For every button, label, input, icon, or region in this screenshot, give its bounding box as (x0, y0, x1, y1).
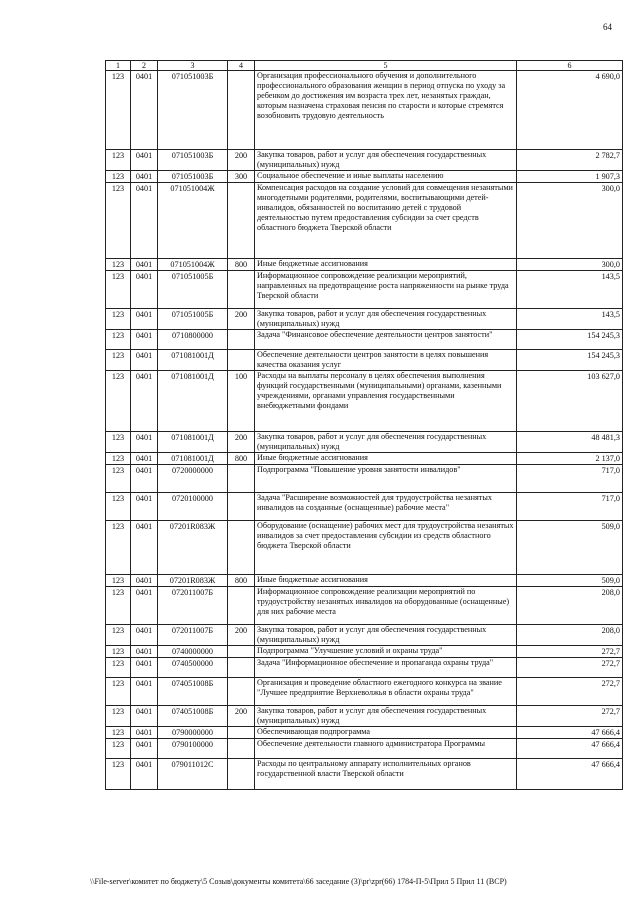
col-name: Расходы по центральному аппарату исполнительных органов государственной власти Тверской области (255, 759, 517, 790)
col-expense-type (228, 271, 255, 309)
col-target-article: 0740000000 (158, 646, 228, 658)
col-section: 123 (106, 183, 131, 259)
col-expense-type: 200 (228, 432, 255, 453)
col-amount: 300,0 (517, 183, 623, 259)
col-section: 123 (106, 171, 131, 183)
col-expense-type (228, 678, 255, 706)
table-row (106, 646, 623, 658)
col-target-article: 07201R083Ж (158, 521, 228, 575)
col-name: Подпрограмма "Улучшение условий и охраны труда" (255, 646, 517, 658)
col-name: Организация и проведение областного ежегодного конкурса на звание "Лучшее предприятие Верхневолжья в области охраны труда" (255, 678, 517, 706)
col-section: 123 (106, 453, 131, 465)
col-target-article: 071051005Б (158, 271, 228, 309)
col-expense-type: 800 (228, 259, 255, 271)
col-section: 123 (106, 465, 131, 493)
col-expense-type: 200 (228, 309, 255, 330)
col-subsection: 0401 (131, 271, 158, 309)
col-amount: 509,0 (517, 521, 623, 575)
col-name: Обеспечивающая подпрограмма (255, 727, 517, 739)
col-amount: 154 245,3 (517, 330, 623, 350)
col-amount: 272,7 (517, 706, 623, 727)
table-row (106, 727, 623, 739)
table-row (106, 465, 623, 493)
col-target-article: 074051008Б (158, 678, 228, 706)
col-amount: 154 245,3 (517, 350, 623, 371)
col-expense-type (228, 727, 255, 739)
col-amount: 717,0 (517, 465, 623, 493)
col-expense-type: 200 (228, 625, 255, 646)
col-section: 123 (106, 587, 131, 625)
table-row (106, 259, 623, 271)
col-expense-type: 100 (228, 371, 255, 432)
col-section: 123 (106, 625, 131, 646)
column-header: 4 (228, 61, 255, 71)
col-target-article: 071081001Д (158, 453, 228, 465)
col-amount: 2 782,7 (517, 150, 623, 171)
col-amount: 47 666,4 (517, 739, 623, 759)
col-expense-type (228, 658, 255, 678)
col-expense-type (228, 521, 255, 575)
col-amount: 208,0 (517, 587, 623, 625)
col-amount: 300,0 (517, 259, 623, 271)
col-subsection: 0401 (131, 759, 158, 790)
col-subsection: 0401 (131, 706, 158, 727)
col-subsection: 0401 (131, 646, 158, 658)
col-target-article: 071051004Ж (158, 259, 228, 271)
table-row (106, 432, 623, 453)
col-expense-type (228, 183, 255, 259)
col-section: 123 (106, 71, 131, 150)
col-amount: 208,0 (517, 625, 623, 646)
col-name: Иные бюджетные ассигнования (255, 575, 517, 587)
col-amount: 47 666,4 (517, 759, 623, 790)
table-row (106, 625, 623, 646)
col-name: Закупка товаров, работ и услуг для обеспечения государственных (муниципальных) нужд (255, 150, 517, 171)
col-subsection: 0401 (131, 330, 158, 350)
col-amount: 509,0 (517, 575, 623, 587)
table-row (106, 183, 623, 259)
col-target-article: 072011007Б (158, 587, 228, 625)
col-section: 123 (106, 759, 131, 790)
column-header: 1 (106, 61, 131, 71)
col-amount: 47 666,4 (517, 727, 623, 739)
col-section: 123 (106, 150, 131, 171)
col-subsection: 0401 (131, 432, 158, 453)
table-row (106, 739, 623, 759)
column-header: 3 (158, 61, 228, 71)
col-expense-type (228, 646, 255, 658)
table-row (106, 575, 623, 587)
col-expense-type (228, 350, 255, 371)
col-section: 123 (106, 727, 131, 739)
col-subsection: 0401 (131, 150, 158, 171)
table-row (106, 271, 623, 309)
column-header: 2 (131, 61, 158, 71)
col-expense-type: 800 (228, 453, 255, 465)
col-amount: 2 137,0 (517, 453, 623, 465)
col-name: Закупка товаров, работ и услуг для обеспечения государственных (муниципальных) нужд (255, 309, 517, 330)
col-section: 123 (106, 658, 131, 678)
col-target-article: 071081001Д (158, 350, 228, 371)
col-expense-type: 200 (228, 706, 255, 727)
col-name: Компенсация расходов на создание условий для совмещения незанятыми многодетными родителями, родителями, воспитывающими детей-инвалидов, обязанностей по воспитанию детей с трудовой деятельностью путем предоставления субсидии за счет средств областного бюджета Тверской области (255, 183, 517, 259)
col-name: Организация профессионального обучения и дополнительного профессионального образования женщин в период отпуска по уходу за ребенком до достижения им возраста трех лет, незанятых граждан, которым назначена страховая пенсия по старости и которые стремятся возобновить трудовую деятельность (255, 71, 517, 150)
col-name: Информационное сопровождение реализации мероприятий, направленных на предотвращение роста напряженности на рынке труда Тверской области (255, 271, 517, 309)
col-expense-type (228, 465, 255, 493)
col-name: Закупка товаров, работ и услуг для обеспечения государственных (муниципальных) нужд (255, 706, 517, 727)
col-target-article: 071051003Б (158, 171, 228, 183)
col-target-article: 071051005Б (158, 309, 228, 330)
col-subsection: 0401 (131, 71, 158, 150)
col-amount: 272,7 (517, 678, 623, 706)
col-subsection: 0401 (131, 259, 158, 271)
col-expense-type (228, 739, 255, 759)
col-subsection: 0401 (131, 727, 158, 739)
col-name: Обеспечение деятельности главного администратора Программы (255, 739, 517, 759)
col-subsection: 0401 (131, 587, 158, 625)
col-subsection: 0401 (131, 171, 158, 183)
col-subsection: 0401 (131, 625, 158, 646)
col-target-article: 074051008Б (158, 706, 228, 727)
col-name: Обеспечение деятельности центров занятости в целях повышения качества оказания услуг (255, 350, 517, 371)
col-name: Информационное сопровождение реализации мероприятий по трудоустройству незанятых инвалидов на оборудованные (оснащенные) для них рабочие места (255, 587, 517, 625)
table-row (106, 453, 623, 465)
table-row (106, 150, 623, 171)
footer-file-path: \\File-server\комитет по бюджету\5 Созыв\документы комитета\66 заседание (3)\pr\zpr(66) 1784-П-5\Прил 5 Прил 11 (ВСР) (90, 877, 507, 886)
col-subsection: 0401 (131, 465, 158, 493)
col-target-article: 0790100000 (158, 739, 228, 759)
col-section: 123 (106, 739, 131, 759)
col-target-article: 071051003Б (158, 71, 228, 150)
col-amount: 272,7 (517, 646, 623, 658)
col-subsection: 0401 (131, 658, 158, 678)
col-target-article: 072011007Б (158, 625, 228, 646)
col-subsection: 0401 (131, 309, 158, 330)
col-name: Иные бюджетные ассигнования (255, 259, 517, 271)
col-section: 123 (106, 259, 131, 271)
col-section: 123 (106, 521, 131, 575)
table-row (106, 678, 623, 706)
col-name: Оборудование (оснащение) рабочих мест для трудоустройства незанятых инвалидов за счет предоставления субсидии из средств областного бюджета Тверской области (255, 521, 517, 575)
col-section: 123 (106, 309, 131, 330)
table-row (106, 71, 623, 150)
col-name: Задача "Расширение возможностей для трудоустройства незанятых инвалидов на созданные (оснащенные) рабочие места" (255, 493, 517, 521)
table-row (106, 171, 623, 183)
col-amount: 717,0 (517, 493, 623, 521)
col-section: 123 (106, 575, 131, 587)
col-section: 123 (106, 432, 131, 453)
col-section: 123 (106, 350, 131, 371)
col-subsection: 0401 (131, 575, 158, 587)
table-row (106, 493, 623, 521)
col-section: 123 (106, 330, 131, 350)
col-subsection: 0401 (131, 678, 158, 706)
table-row (106, 350, 623, 371)
col-target-article: 0720000000 (158, 465, 228, 493)
col-target-article: 071081001Д (158, 371, 228, 432)
col-name: Расходы на выплаты персоналу в целях обеспечения выполнения функций государственными (муниципальными) органами, казенными учреждениями, органами управления государственными внебюджетными фондами (255, 371, 517, 432)
col-section: 123 (106, 646, 131, 658)
column-header: 5 (255, 61, 517, 71)
col-target-article: 0790000000 (158, 727, 228, 739)
col-name: Социальное обеспечение и иные выплаты населению (255, 171, 517, 183)
col-section: 123 (106, 371, 131, 432)
col-target-article: 0720100000 (158, 493, 228, 521)
col-expense-type (228, 759, 255, 790)
col-target-article: 079011012С (158, 759, 228, 790)
col-expense-type: 800 (228, 575, 255, 587)
col-expense-type (228, 587, 255, 625)
col-amount: 143,5 (517, 309, 623, 330)
col-section: 123 (106, 706, 131, 727)
table-row (106, 521, 623, 575)
table-row (106, 371, 623, 432)
col-target-article: 0710800000 (158, 330, 228, 350)
page-number: 64 (603, 22, 612, 32)
col-target-article: 07201R083Ж (158, 575, 228, 587)
col-section: 123 (106, 678, 131, 706)
col-subsection: 0401 (131, 453, 158, 465)
col-name: Подпрограмма "Повышение уровня занятости инвалидов" (255, 465, 517, 493)
table-row (106, 330, 623, 350)
col-name: Задача "Информационное обеспечение и пропаганда охраны труда" (255, 658, 517, 678)
table-row (106, 309, 623, 330)
table-header-row (106, 61, 623, 71)
col-section: 123 (106, 271, 131, 309)
col-name: Задача "Финансовое обеспечение деятельности центров занятости" (255, 330, 517, 350)
col-amount: 103 627,0 (517, 371, 623, 432)
col-target-article: 071051004Ж (158, 183, 228, 259)
column-header: 6 (517, 61, 623, 71)
table-row (106, 587, 623, 625)
col-name: Закупка товаров, работ и услуг для обеспечения государственных (муниципальных) нужд (255, 432, 517, 453)
col-section: 123 (106, 493, 131, 521)
col-amount: 272,7 (517, 658, 623, 678)
col-expense-type: 300 (228, 171, 255, 183)
col-amount: 48 481,3 (517, 432, 623, 453)
col-amount: 143,5 (517, 271, 623, 309)
col-expense-type (228, 493, 255, 521)
table-row (106, 759, 623, 790)
col-subsection: 0401 (131, 371, 158, 432)
col-target-article: 0740500000 (158, 658, 228, 678)
table-row (106, 706, 623, 727)
col-subsection: 0401 (131, 521, 158, 575)
col-subsection: 0401 (131, 350, 158, 371)
col-expense-type: 200 (228, 150, 255, 171)
col-name: Закупка товаров, работ и услуг для обеспечения государственных (муниципальных) нужд (255, 625, 517, 646)
col-target-article: 071081001Д (158, 432, 228, 453)
col-expense-type (228, 330, 255, 350)
col-amount: 1 907,3 (517, 171, 623, 183)
budget-table (105, 60, 623, 790)
col-subsection: 0401 (131, 739, 158, 759)
col-subsection: 0401 (131, 493, 158, 521)
col-subsection: 0401 (131, 183, 158, 259)
table-row (106, 658, 623, 678)
col-target-article: 071051003Б (158, 150, 228, 171)
col-expense-type (228, 71, 255, 150)
col-amount: 4 690,0 (517, 71, 623, 150)
col-name: Иные бюджетные ассигнования (255, 453, 517, 465)
